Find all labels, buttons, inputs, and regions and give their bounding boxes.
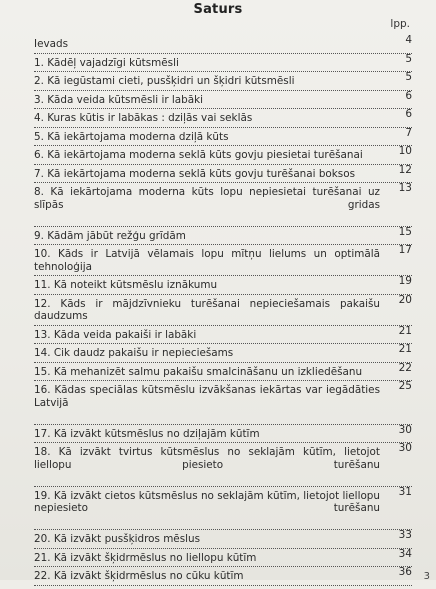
toc-entry-rule [34,182,412,183]
toc-entry-rule [34,362,412,363]
toc-entry-title: 18. Kā izvākt tvirtus kūtsmēslus no seklajām kūtīm, lietojot liellopu piesieto turēšanu [34,446,380,471]
toc-entry-page: 30 [398,442,412,454]
toc-entry-title: 22. Kā izvākt šķidrmēslus no cūku kūtīm [34,570,244,582]
toc-entry [34,324,412,342]
toc-entry-rule [34,71,412,72]
toc-entry-rule [34,566,412,567]
toc-entry-rule [34,226,412,227]
toc-entry-page: 17 [398,244,412,256]
toc-entry-page: 4 [405,34,412,46]
toc-entry [34,225,412,243]
toc-entry-rule [34,108,412,109]
toc-entry-title: Ievads [34,38,68,50]
toc-entry-page: 12 [398,163,412,176]
toc-entry-page: 20 [398,293,412,306]
toc-entry-rule [34,145,412,146]
toc-entry [34,52,412,70]
page-title: Saturs [193,2,243,17]
toc-entry-title: 17. Kā izvākt kūtsmēslus no dziļajām kūtīm [34,427,260,440]
toc-entry-title: 8. Kā iekārtojama moderna kūts lopu nepiesietai turēšanai uz slīpās gridas [34,186,380,211]
toc-entry-rule [34,585,412,586]
toc-entry [34,442,412,484]
toc-entry [34,163,412,181]
toc-entry-page: 21 [398,324,412,337]
toc-entry-title: 16. Kādas speciālas kūtsmēslu izvākšanas iekārtas var iegādāties Latvijā [34,384,380,409]
toc-entry [34,566,412,583]
toc-entry-rule [34,325,412,326]
toc-entry [34,126,412,144]
toc-entry-title: 15. Kā mehanizēt salmu pakaišu smalcināšanu un izkliedēšanu [34,365,363,378]
toc-entry-title: 5. Kā iekārtojama moderna dziļā kūts [34,130,229,143]
toc-entry-title: 1. Kādēļ vajadzīgi kūtsmēsli [34,56,179,69]
toc-entry-rule [34,127,412,128]
toc-entry-title: 6. Kā iekārtojama moderna seklā kūts govju piesietai turēšanai [34,149,363,161]
toc-entry [34,423,412,441]
toc-entry-page: 34 [398,547,412,560]
toc-entry-title: 9. Kādām jābūt režģu grīdām [34,229,186,242]
toc-entry-rule [34,442,412,443]
toc-entry-title: 21. Kā izvākt šķidrmēslus no liellopu kūtīm [34,551,257,564]
toc-entry [34,145,412,162]
toc-entry-page: 6 [405,89,412,102]
toc-entry-page: 22 [398,361,412,374]
toc-entry-rule [34,90,412,91]
toc-entry-title: 4. Kuras kūtis ir labākas : dziļās vai seklās [34,112,253,124]
toc-entry-rule [34,164,412,165]
toc-entry-page: 10 [398,145,412,157]
toc-entry [34,293,412,323]
table-of-contents [34,34,412,589]
toc-entry [34,108,412,125]
toc-entry-page: 15 [398,225,412,238]
toc-entry [34,275,412,292]
toc-entry-title: 19. Kā izvākt cietos kūtsmēslus no seklajām kūtīm, lietojot liellopu nepiesieto turēšanu [34,489,380,514]
toc-entry-page: 6 [405,108,412,120]
toc-entry-page: 25 [398,380,412,392]
toc-entry-page: 19 [398,275,412,287]
toc-entry [34,380,412,422]
toc-entry [34,361,412,379]
toc-entry [34,547,412,565]
page-column-header: lpp. [390,18,410,30]
toc-entry [34,71,412,88]
toc-entry-rule [34,53,412,54]
toc-entry-title: 12. Kāds ir mājdzīvnieku turēšanai nepieciešamais pakaišu daudzums [34,297,380,322]
toc-entry-rule [34,424,412,425]
toc-entry-page: 21 [398,343,412,355]
toc-entry [34,34,412,51]
footer-page-number: 3 [423,571,430,582]
toc-entry [34,89,412,107]
toc-entry-rule [34,275,412,276]
toc-entry-title: 3. Kāda veida kūtsmēsli ir labāki [34,93,204,106]
toc-entry-title: 7. Kā iekārtojama moderna seklā kūts govju turēšanai boksos [34,167,355,180]
toc-entry-rule [34,548,412,549]
toc-entry [34,182,412,224]
toc-entry-title: 10. Kāds ir Latvijā vēlamais lopu mītņu lielums un optimālā tehnoloģija [34,248,380,273]
toc-entry-page: 31 [398,485,412,498]
toc-entry-rule [34,380,412,381]
toc-entry [34,343,412,360]
toc-entry-page: 5 [405,71,412,83]
toc-entry-page: 36 [398,566,412,578]
toc-entry-rule [34,244,412,245]
toc-entry-rule [34,294,412,295]
toc-entry-title: 20. Kā izvākt pusšķidros mēslus [34,533,201,545]
toc-entry [34,485,412,528]
toc-entry-title: 13. Kāda veida pakaiši ir labāki [34,328,197,341]
toc-entry-title: 14. Cik daudz pakaišu ir nepieciešams [34,347,234,359]
toc-entry-rule [34,529,412,530]
toc-entry-page: 33 [398,529,412,541]
toc-entry-page: 13 [398,182,412,194]
toc-entry-page: 7 [405,126,412,139]
toc-entry-page: 5 [405,52,412,65]
toc-entry [34,244,412,273]
toc-entry-rule [34,486,412,487]
toc-entry [34,529,412,546]
toc-entry-rule [34,343,412,344]
toc-entry-title: 11. Kā noteikt kūtsmēslu iznākumu [34,279,218,291]
toc-entry-page: 30 [398,423,412,436]
toc-entry-title: 2. Kā iegūstami cieti, pusšķidri un šķidri kūtsmēsli [34,75,295,87]
